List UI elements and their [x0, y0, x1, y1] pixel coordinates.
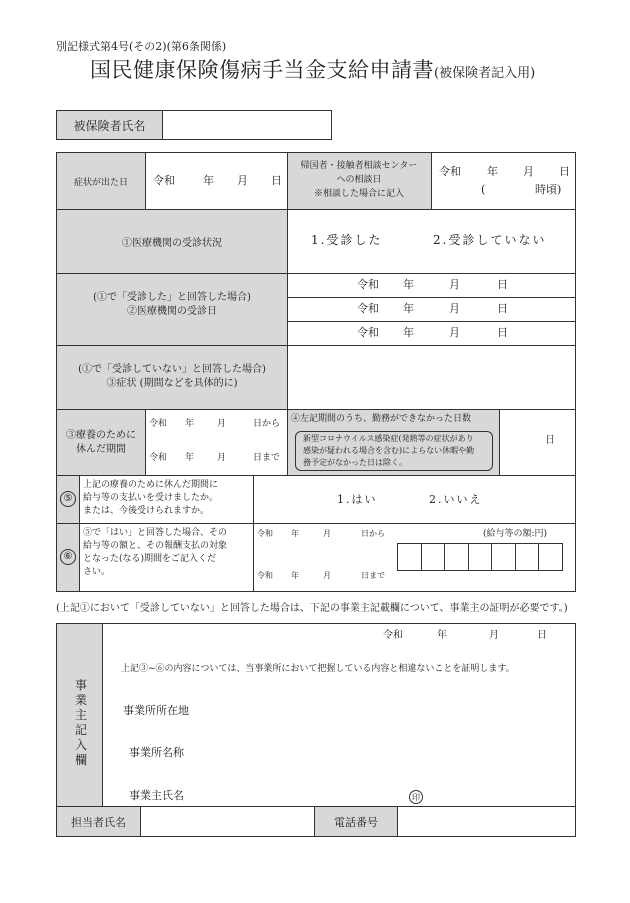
q4-label: ④左記期間のうち、勤務ができなかった日数 [291, 414, 472, 424]
insured-name-label: 被保険者氏名 [57, 111, 163, 139]
employer-note: (上記①において「受診していない」と回答した場合は、下記の事業主記載欄について、事業主の証明が必要です。) [56, 603, 568, 614]
q1-label: ①医療機関の受診状況 [122, 237, 222, 249]
phone-field[interactable] [399, 807, 573, 836]
visit-date-1[interactable]: 令和 年 月 日 [357, 278, 508, 291]
employer-cert-text: 上記③~⑥の内容については、当事業所において把握している内容と相違ないことを証明します。 [121, 664, 515, 674]
staff-name-label: 担当者氏名 [57, 807, 141, 836]
owner-name-label: 事業主氏名 [129, 789, 184, 802]
office-name-label: 事業所名称 [129, 746, 184, 759]
q5-text: 上記の療養のために休んだ期間に 給与等の支払いを受けましたか。 または、今後受けられますか。 [83, 480, 219, 516]
visit-date-3[interactable]: 令和 年 月 日 [357, 326, 508, 339]
main-table [56, 152, 576, 592]
title-main: 国民健康保険傷病手当金支給申請書 [90, 58, 434, 82]
phone-label: 電話番号 [314, 807, 398, 836]
q5-number: ⑤ [57, 475, 79, 523]
seal-mark: 印 [409, 790, 423, 804]
q1-option-visited[interactable]: 1.受診した [311, 233, 383, 247]
employer-side-label: 事 業 主 記 入 欄 [74, 678, 87, 767]
insured-name-field[interactable] [163, 111, 331, 139]
unable-days-field[interactable]: 日 [545, 435, 555, 446]
employer-section [56, 623, 576, 837]
salary-amount-label: (給与等の額:円) [483, 529, 548, 539]
consultation-label: 帰国者・接触者相談センター への相談日 ※相談した場合に記入 [300, 161, 418, 199]
q1-option-not-visited[interactable]: 2.受診していない [433, 233, 547, 247]
q4-note: 新型コロナウイルス感染症(発熱等の症状があり 感染が疑われる場合を含む)によらない休暇や勤 務予定がなかった日は除く。 [303, 434, 475, 467]
office-address-label: 事業所所在地 [123, 704, 189, 717]
visit-date-2[interactable]: 令和 年 月 日 [357, 302, 508, 315]
q5-option-no[interactable]: 2.いいえ [429, 493, 483, 506]
onset-label: 症状が出た日 [73, 177, 128, 188]
consultation-date-field[interactable]: 令和 年 月 日 ( 時頃) [439, 165, 570, 196]
salary-amount-boxes[interactable] [397, 543, 563, 571]
q6-text: ⑤で「はい」と回答した場合、その 給与等の額と、その報酬支払の対象 となった(なる)期間をご記入くだ さい。 [83, 528, 228, 577]
employer-date-field[interactable]: 令和 年 月 日 [383, 630, 547, 641]
q5-option-yes[interactable]: 1.はい [337, 493, 378, 506]
page-title [90, 58, 535, 83]
form-number: 別記様式第4号(その2)(第6条関係) [56, 40, 227, 53]
q2-label: (①で「受診した」と回答した場合) ②医療機関の受診日 [93, 292, 251, 317]
title-suffix: (被保険者記入用) [434, 66, 536, 81]
symptoms-field[interactable] [287, 345, 575, 409]
onset-date-field[interactable]: 令和 年 月 日 [153, 174, 282, 187]
q6-number: ⑥ [57, 523, 79, 591]
rest-period-field[interactable]: 令和 年 月 日から 令和 年 月 日まで [149, 419, 281, 463]
q3-label: (①で「受診していない」と回答した場合) ③症状 (期間などを具体的に) [78, 364, 266, 389]
staff-name-field[interactable] [142, 807, 314, 836]
insured-name-box [56, 110, 332, 140]
salary-period-field[interactable]: 令和 年 月 日から 令和 年 月 日まで [257, 529, 385, 580]
rest-period-label: ③療養のために 休んだ期間 [66, 430, 136, 455]
